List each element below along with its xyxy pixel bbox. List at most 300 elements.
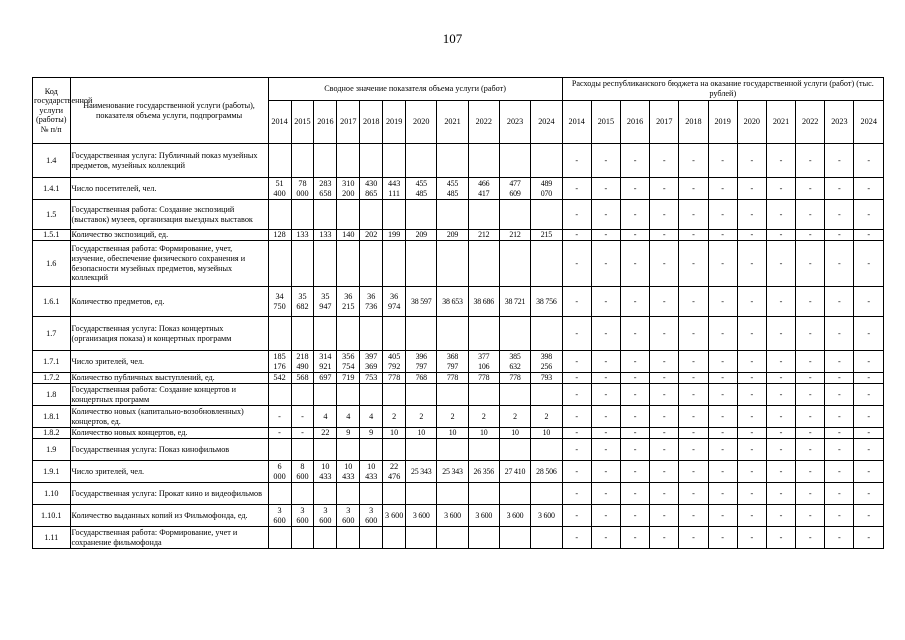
expense-year-2020: 2020 [737,101,766,144]
expense-cell: - [679,505,708,527]
expense-year-2021: 2021 [766,101,795,144]
expense-cell: - [591,144,620,178]
expense-cell: - [737,241,766,287]
volume-cell [314,200,337,230]
volume-cell: 28 506 [531,461,562,483]
expense-cell: - [591,200,620,230]
table-row [33,428,884,439]
expense-cell: - [650,505,679,527]
row-name: Количество экспозиций, ед. [70,230,268,241]
expense-cell: - [825,200,854,230]
volume-cell [406,527,437,549]
expense-cell: - [562,439,591,461]
volume-cell: 310 200 [337,178,360,200]
expense-cell: - [650,241,679,287]
expense-cell: - [825,230,854,241]
expense-cell: - [708,241,737,287]
expense-year-2015: 2015 [591,101,620,144]
expense-cell: - [708,178,737,200]
expense-cell: - [825,384,854,406]
expense-cell: - [766,287,795,317]
expense-cell: - [679,144,708,178]
volume-cell: 202 [360,230,383,241]
volume-cell: 2 [468,406,499,428]
expense-cell: - [854,406,884,428]
expense-cell: - [825,178,854,200]
expense-cell: - [825,317,854,351]
expense-year-2017: 2017 [650,101,679,144]
volume-cell: 36 736 [360,287,383,317]
volume-cell [499,527,530,549]
row-code: 1.7 [33,317,71,351]
expense-cell: - [708,317,737,351]
volume-year-2019: 2019 [383,101,406,144]
volume-cell [291,241,314,287]
expense-cell: - [796,317,825,351]
volume-cell [291,384,314,406]
expense-cell: - [708,144,737,178]
expense-cell: - [679,317,708,351]
row-code: 1.4 [33,144,71,178]
volume-cell: 356 754 [337,351,360,373]
volume-year-2017: 2017 [337,101,360,144]
volume-cell [383,384,406,406]
expense-cell: - [766,351,795,373]
volume-cell [499,241,530,287]
expense-cell: - [854,230,884,241]
expense-cell: - [825,287,854,317]
volume-cell [406,483,437,505]
volume-cell [291,317,314,351]
expense-cell: - [650,406,679,428]
expense-year-2014: 2014 [562,101,591,144]
volume-year-2023: 2023 [499,101,530,144]
volume-cell: 133 [314,230,337,241]
expense-cell: - [679,230,708,241]
row-code: 1.8 [33,384,71,406]
volume-cell: 430 865 [360,178,383,200]
expense-cell: - [796,144,825,178]
volume-cell: 9 [337,428,360,439]
expense-cell: - [854,373,884,384]
volume-cell [406,241,437,287]
volume-cell: 8 600 [291,461,314,483]
expense-cell: - [650,439,679,461]
volume-cell [268,527,291,549]
volume-cell [268,144,291,178]
volume-cell: 466 417 [468,178,499,200]
expense-cell: - [796,483,825,505]
table-row [33,384,884,406]
volume-cell: 209 [437,230,468,241]
expense-year-2023: 2023 [825,101,854,144]
expense-cell: - [620,461,649,483]
volume-cell [531,241,562,287]
expense-cell: - [679,406,708,428]
volume-cell: 22 [314,428,337,439]
volume-cell [531,527,562,549]
expense-cell: - [796,200,825,230]
volume-cell: 36 215 [337,287,360,317]
volume-cell [468,527,499,549]
expense-cell: - [562,317,591,351]
table-row [33,505,884,527]
row-code: 1.8.1 [33,406,71,428]
volume-cell: 2 [499,406,530,428]
volume-cell [291,439,314,461]
volume-cell: 35 682 [291,287,314,317]
volume-cell: 2 [437,406,468,428]
expense-cell: - [562,384,591,406]
volume-cell: 25 343 [406,461,437,483]
volume-cell [383,439,406,461]
table-row [33,351,884,373]
volume-cell: 10 [437,428,468,439]
expense-cell: - [620,384,649,406]
expense-cell: - [620,406,649,428]
volume-cell: 377 106 [468,351,499,373]
volume-cell [531,200,562,230]
volume-cell [437,527,468,549]
expense-cell: - [562,406,591,428]
table-row [33,406,884,428]
expense-cell: - [737,317,766,351]
volume-cell: 2 [531,406,562,428]
volume-cell [499,200,530,230]
row-name: Число зрителей, чел. [70,351,268,373]
expense-cell: - [796,439,825,461]
expense-cell: - [591,351,620,373]
volume-cell: 3 600 [499,505,530,527]
expense-cell: - [796,505,825,527]
volume-cell [499,483,530,505]
expense-cell: - [650,384,679,406]
expense-cell: - [620,505,649,527]
row-code: 1.10.1 [33,505,71,527]
volume-cell: 10 433 [314,461,337,483]
volume-cell [291,483,314,505]
expense-cell: - [766,200,795,230]
volume-cell: 368 797 [437,351,468,373]
volume-cell [360,241,383,287]
expense-cell: - [825,505,854,527]
expense-cell: - [591,439,620,461]
volume-cell [268,384,291,406]
expense-cell: - [737,483,766,505]
volume-cell: 26 356 [468,461,499,483]
volume-cell [468,439,499,461]
expense-cell: - [562,200,591,230]
expense-cell: - [854,241,884,287]
expense-cell: - [650,428,679,439]
expense-cell: - [708,428,737,439]
expense-cell: - [650,373,679,384]
volume-cell [314,384,337,406]
expense-cell: - [679,384,708,406]
expense-cell: - [825,351,854,373]
volume-cell: 489 070 [531,178,562,200]
volume-year-2020: 2020 [406,101,437,144]
volume-cell: 3 600 [531,505,562,527]
volume-cell [337,483,360,505]
expense-cell: - [825,428,854,439]
expense-year-2018: 2018 [679,101,708,144]
table-row [33,241,884,287]
volume-cell [437,317,468,351]
volume-cell: 10 [531,428,562,439]
expense-cell: - [620,287,649,317]
expense-cell: - [620,178,649,200]
table-row [33,317,884,351]
expense-cell: - [679,439,708,461]
expense-cell: - [854,317,884,351]
table-row [33,200,884,230]
row-name: Государственная услуга: Прокат кино и видеофильмов [70,483,268,505]
expense-cell: - [620,439,649,461]
volume-cell: 209 [406,230,437,241]
expense-cell: - [591,373,620,384]
volume-cell: 2 [406,406,437,428]
expense-cell: - [591,241,620,287]
expense-cell: - [825,527,854,549]
volume-cell: 36 974 [383,287,406,317]
volume-cell: - [268,428,291,439]
expense-cell: - [650,317,679,351]
volume-cell [360,439,383,461]
volume-cell: 78 000 [291,178,314,200]
volume-cell: 719 [337,373,360,384]
volume-cell: 4 [360,406,383,428]
expense-cell: - [562,351,591,373]
table-row [33,230,884,241]
volume-cell [383,317,406,351]
row-name: Государственная услуга: Показ концертных (организация показа) и концертных программ [70,317,268,351]
volume-cell: 34 750 [268,287,291,317]
row-code: 1.5.1 [33,230,71,241]
expense-cell: - [766,428,795,439]
expense-cell: - [796,351,825,373]
volume-cell: 397 369 [360,351,383,373]
volume-cell: 128 [268,230,291,241]
expense-cell: - [591,505,620,527]
expense-cell: - [591,527,620,549]
volume-cell: 3 600 [337,505,360,527]
volume-cell [437,439,468,461]
expense-cell: - [562,230,591,241]
row-code: 1.7.1 [33,351,71,373]
row-name: Государственная работа: Создание концертов и концертных программ [70,384,268,406]
expense-cell: - [562,144,591,178]
expense-cell: - [562,505,591,527]
volume-cell [360,317,383,351]
expense-cell: - [825,373,854,384]
volume-cell [314,483,337,505]
expense-cell: - [708,483,737,505]
expense-cell: - [650,230,679,241]
expense-cell: - [620,428,649,439]
expense-cell: - [679,178,708,200]
table-row [33,144,884,178]
volume-cell: 455 485 [437,178,468,200]
expense-cell: - [854,287,884,317]
expense-cell: - [591,230,620,241]
volume-cell: 314 921 [314,351,337,373]
volume-cell: 35 947 [314,287,337,317]
table-row [33,483,884,505]
expense-cell: - [620,373,649,384]
volume-year-2024: 2024 [531,101,562,144]
volume-cell: 753 [360,373,383,384]
table-row [33,373,884,384]
volume-cell [383,144,406,178]
volume-cell: - [268,406,291,428]
volume-cell: 477 609 [499,178,530,200]
volume-cell: 4 [337,406,360,428]
expense-cell: - [854,428,884,439]
volume-cell [531,439,562,461]
expense-cell: - [737,200,766,230]
volume-cell [499,144,530,178]
expense-cell: - [766,178,795,200]
expense-cell: - [650,200,679,230]
expense-cell: - [591,461,620,483]
expense-year-2024: 2024 [854,101,884,144]
expense-cell: - [796,461,825,483]
volume-cell [268,483,291,505]
header-code: Код государственной услуги (работы) № п/п [33,78,71,144]
expense-cell: - [796,373,825,384]
row-code: 1.5 [33,200,71,230]
expense-cell: - [679,373,708,384]
expense-cell: - [562,178,591,200]
expense-cell: - [825,406,854,428]
volume-cell: 133 [291,230,314,241]
volume-cell: 38 653 [437,287,468,317]
expense-cell: - [825,461,854,483]
expense-cell: - [825,439,854,461]
volume-cell: 3 600 [468,505,499,527]
expense-cell: - [650,144,679,178]
volume-cell [360,200,383,230]
expense-cell: - [737,287,766,317]
expense-cell: - [708,351,737,373]
expense-cell: - [591,428,620,439]
table-body [33,144,884,549]
expense-cell: - [708,287,737,317]
volume-cell [337,241,360,287]
volume-cell: - [291,406,314,428]
volume-cell [406,200,437,230]
expense-cell: - [562,527,591,549]
expense-cell: - [562,428,591,439]
row-code: 1.11 [33,527,71,549]
volume-cell: 542 [268,373,291,384]
header-volume-group: Сводное значение показателя объема услуги (работ) [268,78,562,101]
volume-cell: 38 721 [499,287,530,317]
expense-cell: - [796,384,825,406]
row-name: Количество новых (капитально-возобновленных) концертов, ед. [70,406,268,428]
volume-cell [337,439,360,461]
row-name: Число зрителей, чел. [70,461,268,483]
expense-cell: - [825,483,854,505]
expense-year-2022: 2022 [796,101,825,144]
expense-cell: - [854,483,884,505]
row-code: 1.4.1 [33,178,71,200]
volume-cell [531,384,562,406]
expense-cell: - [854,461,884,483]
volume-cell [337,317,360,351]
volume-cell: 398 256 [531,351,562,373]
table-row [33,439,884,461]
expense-cell: - [562,287,591,317]
volume-cell: 38 756 [531,287,562,317]
expense-cell: - [737,439,766,461]
expense-cell: - [766,241,795,287]
expense-cell: - [766,461,795,483]
expense-cell: - [620,230,649,241]
volume-cell [291,200,314,230]
volume-cell [360,384,383,406]
volume-cell: - [291,428,314,439]
expense-cell: - [854,351,884,373]
expense-cell: - [620,351,649,373]
volume-cell [406,439,437,461]
volume-cell [406,317,437,351]
volume-cell: 3 600 [291,505,314,527]
volume-cell [383,483,406,505]
expense-cell: - [766,439,795,461]
expense-cell: - [708,505,737,527]
volume-cell: 6 000 [268,461,291,483]
volume-cell [468,144,499,178]
volume-cell: 10 [499,428,530,439]
row-code: 1.9 [33,439,71,461]
expense-cell: - [620,483,649,505]
volume-cell: 697 [314,373,337,384]
volume-cell [268,317,291,351]
volume-cell: 4 [314,406,337,428]
volume-cell: 455 485 [406,178,437,200]
table-row [33,178,884,200]
volume-cell [437,483,468,505]
expense-cell: - [854,439,884,461]
volume-cell: 793 [531,373,562,384]
table-row [33,287,884,317]
volume-cell [437,241,468,287]
row-name: Государственная работа: Формирование, учет, изучение, обеспечение физического сохранения и безопасности музейных предметов, музейных коллекций [70,241,268,287]
expense-cell: - [679,527,708,549]
expense-cell: - [825,144,854,178]
volume-cell [468,317,499,351]
row-code: 1.6.1 [33,287,71,317]
expense-cell: - [766,406,795,428]
expense-cell: - [708,439,737,461]
volume-cell: 3 600 [268,505,291,527]
volume-cell [360,483,383,505]
volume-cell: 778 [468,373,499,384]
volume-cell [468,241,499,287]
volume-cell [468,483,499,505]
expense-cell: - [796,527,825,549]
expense-cell: - [796,230,825,241]
expense-cell: - [796,406,825,428]
expense-cell: - [708,406,737,428]
volume-cell [499,439,530,461]
volume-cell [337,527,360,549]
volume-cell [499,317,530,351]
expense-cell: - [737,144,766,178]
row-name: Государственная работа: Формирование, учет и сохранение фильмофонда [70,527,268,549]
